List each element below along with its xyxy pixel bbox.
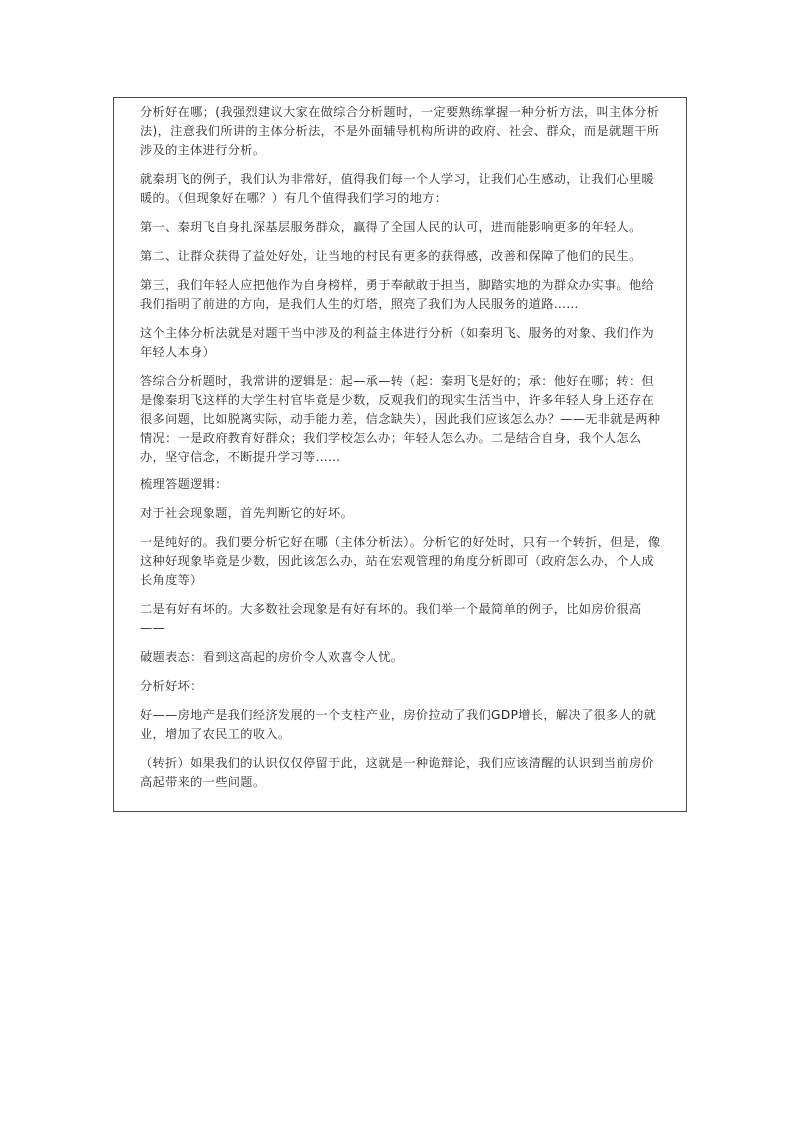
paragraph: 一是纯好的。我们要分析它好在哪（主体分析法）。分析它的好处时，只有一个转折，但是，像这种好现象毕竟是少数，因此该怎么办，站在宏观管理的角度分析即可（政府怎么办，个人成长角度等） — [140, 535, 661, 587]
paragraph: 分析好在哪；(我强烈建议大家在做综合分析题时，一定要熟练掌握一种分析方法，叫主体分析法)，注意我们所讲的主体分析法，不是外面辅导机构所讲的政府、社会、群众，而是就题干所涉及的主体进行分析。 — [140, 105, 660, 157]
paragraph: 就秦玥飞的例子，我们认为非常好，值得我们每一个人学习，让我们心生感动，让我们心里暖暖的。（但现象好在哪？）有几个值得我们学习的地方： — [140, 172, 655, 205]
section-heading: 梳理答题逻辑： — [140, 477, 228, 491]
document-page — [113, 97, 687, 812]
paragraph: 二是有好有坏的。大多数社会现象是有好有坏的。我们举一个最简单的例子，比如房价很高—— — [140, 602, 642, 635]
paragraph: 好——房地产是我们经济发展的一个支柱产业，房价拉动了我们GDP增长，解决了很多人的就业，增加了农民工的收入。 — [140, 708, 657, 741]
paragraph: 第二、让群众获得了益处好处，让当地的村民有更多的获得感，改善和保障了他们的民生。 — [140, 249, 642, 263]
paragraph: 破题表态：看到这高起的房价令人欢喜令人忧。 — [140, 650, 404, 664]
paragraph: 第一、秦玥飞自身扎深基层服务群众，赢得了全国人民的认可，进而能影响更多的年轻人。 — [140, 220, 642, 234]
paragraph: 这个主体分析法就是对题干当中涉及的利益主体进行分析（如秦玥飞、服务的对象、我们作为年轻人本身） — [140, 326, 655, 359]
paragraph: （转折）如果我们的认识仅仅停留于此，这就是一种诡辩论，我们应该清醒的认识到当前房价高起带来的一些问题。 — [140, 756, 655, 789]
section-heading: 分析好坏： — [140, 679, 203, 693]
paragraph: 答综合分析题时，我常讲的逻辑是：起—承—转（起：秦玥飞是好的；承：他好在哪；转：但是像秦玥飞这样的大学生村官毕竟是少数，反观我们的现实生活当中，许多年轻人身上还存在很多问题，比如脱离实际，动手能力差，信念缺失），因此我们应该怎么办？——无非就是两种情况：一是政府教育好群众；我们学校怎么办；年轻人怎么办。二是结合自身，我个人怎么办，坚守信念，不断提升学习等…… — [140, 374, 661, 464]
paragraph: 对于社会现象题，首先判断它的好坏。 — [140, 506, 354, 520]
paragraph: 第三，我们年轻人应把他作为自身榜样，勇于奉献敢于担当，脚踏实地的为群众办实事。他给我们指明了前进的方向，是我们人生的灯塔，照亮了我们为人民服务的道路…… — [140, 278, 655, 311]
